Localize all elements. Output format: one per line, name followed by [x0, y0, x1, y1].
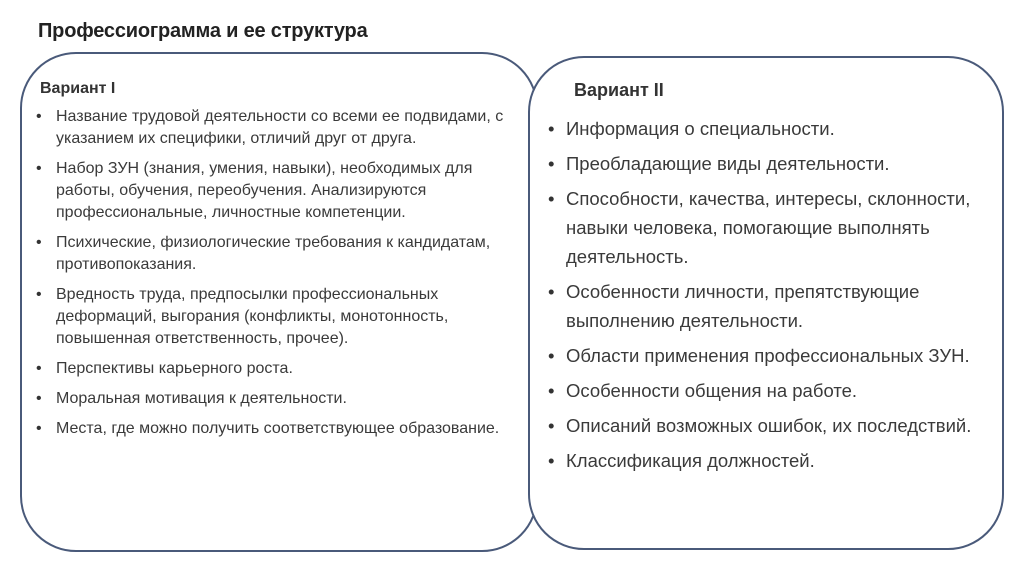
variant-2-panel	[528, 56, 1004, 550]
bullet-icon: •	[548, 415, 555, 436]
variant-2-heading: Вариант II	[574, 80, 664, 100]
list-item	[34, 418, 534, 440]
list-item	[34, 284, 534, 350]
list-item-text: Набор ЗУН (знания, умения, навыки), необходимых для работы, обучения, переобучения. Анализируются профессиональные, личностные компетенции.	[56, 160, 473, 221]
list-item	[34, 388, 534, 410]
list-item	[544, 376, 1000, 405]
bullet-icon: •	[36, 160, 42, 177]
list-item-text: Классификация должностей.	[566, 450, 815, 471]
bullet-icon: •	[548, 345, 555, 366]
list-item	[544, 114, 1000, 143]
bullet-icon: •	[36, 234, 42, 251]
list-item	[34, 106, 534, 150]
list-item-text: Название трудовой деятельности со всеми ее подвидами, с указанием их специфики, отличий друг от друга.	[56, 108, 504, 147]
list-item-text: Психические, физиологические требования к кандидатам, противопоказания.	[56, 234, 491, 273]
bullet-icon: •	[548, 153, 555, 174]
list-item	[544, 149, 1000, 178]
bullet-icon: •	[36, 420, 42, 437]
list-item-text: Вредность труда, предпосылки профессиональных деформаций, выгорания (конфликты, монотонность, повышенная ответственность, прочее).	[56, 286, 449, 347]
variant-2-list	[544, 114, 1000, 481]
list-item	[34, 358, 534, 380]
bullet-icon: •	[548, 118, 555, 139]
bullet-icon: •	[36, 360, 42, 377]
list-item-text: Моральная мотивация к деятельности.	[56, 390, 347, 407]
variant-1-list	[34, 106, 534, 448]
list-item-text: Особенности общения на работе.	[566, 380, 858, 401]
list-item-text: Способности, качества, интересы, склонности, навыки человека, помогающие выполнять деятельность.	[566, 188, 971, 267]
bullet-icon: •	[36, 286, 42, 303]
variant-1-panel	[20, 52, 538, 552]
slide-title: Профессиограмма и ее структура	[38, 20, 368, 42]
list-item-text: Описаний возможных ошибок, их последствий.	[566, 415, 972, 436]
list-item	[544, 446, 1000, 475]
list-item-text: Перспективы карьерного роста.	[56, 360, 293, 377]
list-item	[544, 341, 1000, 370]
list-item-text: Особенности личности, препятствующие выполнению деятельности.	[566, 281, 920, 331]
list-item	[544, 184, 1000, 271]
bullet-icon: •	[548, 380, 555, 401]
list-item-text: Области применения профессиональных ЗУН.	[566, 345, 970, 366]
bullet-icon: •	[548, 281, 555, 302]
bullet-icon: •	[548, 188, 555, 209]
list-item-text: Места, где можно получить соответствующее образование.	[56, 420, 500, 437]
list-item	[34, 158, 534, 224]
list-item	[544, 277, 1000, 335]
bullet-icon: •	[548, 450, 555, 471]
list-item-text: Информация о специальности.	[566, 118, 835, 139]
list-item	[544, 411, 1000, 440]
bullet-icon: •	[36, 108, 42, 125]
list-item	[34, 232, 534, 276]
list-item-text: Преобладающие виды деятельности.	[566, 153, 890, 174]
bullet-icon: •	[36, 390, 42, 407]
variant-1-heading: Вариант I	[40, 80, 116, 97]
